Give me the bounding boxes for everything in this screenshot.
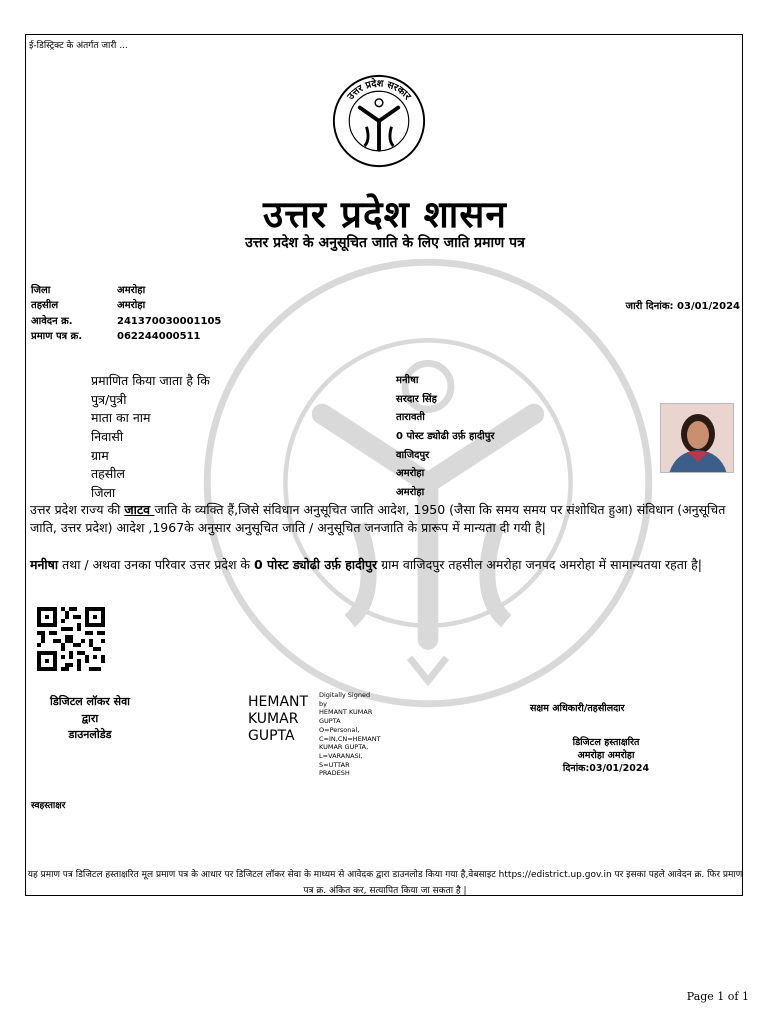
detail-label: जिला [91, 485, 116, 500]
caste-name: जाटव [124, 502, 155, 517]
meta-value: अमरोहा [117, 285, 146, 296]
para-text: ग्राम वाजिदपुर तहसील अमरोहा जनपद अमरोहा में सामान्यतया रहता है| [377, 557, 702, 572]
detail-label: निवासी [91, 429, 124, 444]
detail-value: अमरोहा [396, 487, 425, 498]
person-icon [661, 404, 734, 473]
detail-value: वाजिदपुर [396, 450, 430, 461]
svg-text:उत्तर प्रदेश सरकार: उत्तर प्रदेश सरकार [345, 78, 413, 103]
meta-row-district [31, 282, 145, 296]
digilocker-line: द्वारा [81, 712, 99, 725]
para-text: तथा / अथवा उनका परिवार उत्तर प्रदेश के [58, 557, 254, 572]
applicant-address: 0 पोस्ट ड्योढी उर्फ़ हादीपुर [254, 557, 378, 572]
certificate-frame [25, 34, 743, 896]
up-government-seal-icon [331, 73, 427, 169]
para-text: उत्तर प्रदेश राज्य की [30, 502, 125, 517]
detail-value: तारावती [396, 412, 425, 423]
page-title: उत्तर प्रदेश शासन [263, 193, 507, 236]
self-attestation-label: स्वहस्ताक्षर [31, 801, 66, 811]
meta-row-certificate-no [31, 328, 201, 342]
signature-line: S=UTTAR [319, 760, 350, 769]
meta-value: 062244000511 [117, 331, 201, 342]
qr-code [37, 607, 105, 671]
signature-line: O=Personal, [319, 725, 360, 734]
detail-label: ग्राम [91, 448, 109, 463]
header-note: ई-डिस्ट्रिक्ट के अंतर्गत जारी ... [29, 41, 128, 51]
certificate-subtitle: उत्तर प्रदेश के अनुसूचित जाति के लिए जाति प्रमाण पत्र [245, 235, 525, 251]
digital-signature-details [319, 691, 381, 778]
signature-line: C=IN,CN=HEMANT [319, 734, 381, 743]
meta-value: अमरोहा [117, 300, 146, 311]
competent-officer: सक्षम अधिकारी/तहसीलदार [530, 703, 625, 714]
detail-value: मनीषा [396, 375, 419, 386]
meta-label: प्रमाण पत्र क्र. [31, 331, 83, 342]
detail-label: माता का नाम [91, 410, 151, 425]
meta-label: तहसील [31, 300, 59, 311]
meta-value: 241370030001105 [117, 316, 222, 327]
para-text: जाति के व्यक्ति हैं,जिसे संविधान अनुसूचित जाति आदेश, 1950 (जैसा कि समय समय पर संशोधित हुआ) संविधान (अनुसूचित जाति, उत्तर प्रदेश) आदेश ,1967के अनुसार अनुसूचित जाति / अनुसूचित जनजाति के प्रारूप में मान्यता दी गयी है| [30, 502, 726, 535]
signature-line: GUPTA [319, 717, 341, 726]
meta-row-tehsil [31, 297, 145, 311]
issue-date-label: जारी दिनांक: [625, 301, 674, 312]
page-number: Page 1 of 1 [686, 990, 749, 1003]
residence-paragraph [30, 556, 742, 574]
detail-value: 0 पोस्ट ड्योढी उर्फ़ हादीपुर [396, 431, 495, 442]
signer-name: HEMANT KUMAR GUPTA [248, 694, 309, 744]
applicant-photo [660, 403, 734, 473]
digital-sign-line: डिजिटल हस्ताक्षरित [572, 737, 640, 748]
signature-line: KUMAR GUPTA, [319, 743, 369, 752]
signature-line: by [319, 699, 327, 708]
applicant-name: मनीषा [30, 557, 59, 572]
meta-label: जिला [31, 285, 51, 296]
digilocker-line: डिजिटल लॉकर सेवा [49, 695, 131, 708]
signature-line: HEMANT KUMAR [319, 708, 373, 717]
detail-label: तहसील [91, 466, 125, 481]
watermark-seal-icon [198, 253, 658, 713]
digilocker-line: डाउनलोडेड [68, 728, 112, 741]
detail-value: अमरोहा [396, 468, 425, 479]
footer-note: यह प्रमाण पत्र डिजिटल हस्ताक्षरित मूल प्रमाण पत्र के आधार पर डिजिटल लॉकर सेवा के माध्यम से आवेदक द्वारा डाउनलोड किया गया है,वेबसाइट https://edistrict.up.gov.in पर इसका पहले आवेदन क्र. फिर प्रमाण पत्र क्र. अंकित कर, सत्यापित किया जा सकता है | [27, 870, 743, 896]
caste-paragraph [30, 501, 742, 536]
detail-label: प्रमाणित किया जाता है कि [91, 373, 210, 388]
digital-sign-line: दिनांक:03/01/2024 [562, 763, 650, 774]
detail-value: सरदार सिंह [396, 394, 437, 405]
detail-label: पुत्र/पुत्री [91, 392, 127, 407]
issue-date [626, 298, 740, 312]
meta-label: आवेदन क्र. [31, 316, 73, 327]
issue-date-value: 03/01/2024 [677, 301, 740, 312]
signature-line: Digitally Signed [319, 691, 371, 699]
signature-line: L=VARANASI, [319, 751, 363, 760]
digital-sign-line: अमरोहा अमरोहा [577, 750, 635, 761]
meta-row-application-no [31, 313, 221, 327]
signature-line: PRADESH [319, 769, 350, 778]
